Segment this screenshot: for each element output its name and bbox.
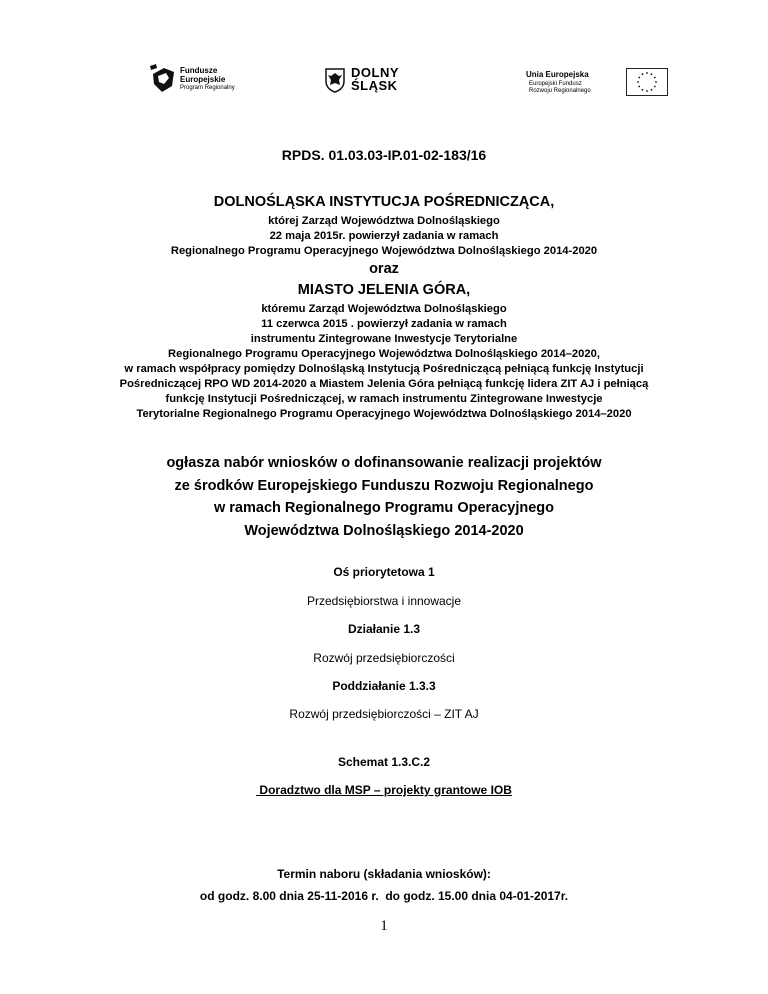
logo-fundusze-europejskie (150, 64, 270, 94)
city-line: instrumentu Zintegrowane Inwestycje Terytorialne (250, 333, 518, 345)
announcement-line: w ramach Regionalnego Programu Operacyjnego (213, 500, 555, 516)
announcement-line: Województwa Dolnośląskiego 2014-2020 (244, 522, 524, 539)
scheme-name-wrapper (0, 783, 768, 797)
ds-line2: ŚLĄSK (351, 78, 398, 93)
logo-dolny-slask (324, 65, 444, 95)
fe-line2: Europejskie (180, 75, 226, 84)
ue-line1: Unia Europejska (526, 70, 589, 79)
reference-number: RPDS. 01.03.03-IP.01-02-183/16 (281, 147, 487, 163)
city-line: któremu Zarząd Województwa Dolnośląskiego (261, 303, 507, 315)
announcement-line: ogłasza nabór wniosków o dofinansowanie realizacji projektów (166, 455, 602, 471)
institution-line: 22 maja 2015r. powierzył zadania w ramach (269, 230, 499, 242)
measure-label: Działanie 1.3 (347, 622, 421, 636)
institution-line: której Zarząd Województwa Dolnośląskiego (268, 215, 500, 227)
measure-name: Rozwój przedsiębiorczości (313, 651, 455, 665)
fe-line1: Fundusze (180, 66, 218, 75)
oraz-label: oraz (369, 261, 399, 277)
submeasure-label: Poddziałanie 1.3.3 (332, 679, 436, 693)
city-line: Terytorialne Regionalnego Programu Operacyjnego Województwa Dolnośląskiego 2014–2020 (136, 408, 632, 420)
deadline-value: od godz. 8.00 dnia 25-11-2016 r. do godz. 15.00 dnia 04-01-2017r. (199, 889, 569, 903)
city-line: w ramach współpracy pomiędzy Dolnośląską Instytucją Pośredniczącą pełniącą funkcję Instytucji (124, 363, 644, 375)
scheme-name: Doradztwo dla MSP – projekty grantowe IOB (256, 783, 512, 797)
fe-line3: Program Regionalny (180, 85, 235, 91)
scheme-label: Schemat 1.3.C.2 (337, 755, 431, 769)
city-line: funkcję Instytucji Pośredniczącej, w ramach instrumentu Zintegrowane Inwestycje (165, 393, 603, 405)
submeasure-name: Rozwój przedsiębiorczości – ZIT AJ (289, 707, 479, 721)
eu-flag-icon (626, 68, 668, 96)
city-line: 11 czerwca 2015 . powierzył zadania w ramach (261, 318, 507, 330)
city-line: Pośredniczącej RPO WD 2014-2020 a Miastem Jelenia Góra pełniącą funkcję lidera ZIT AJ i pełniącą (119, 378, 649, 390)
announcement (0, 452, 768, 542)
institution-heading: DOLNOŚLĄSKA INSTYTUCJA POŚREDNICZĄCA, (213, 194, 555, 210)
city-description (0, 302, 768, 422)
city-heading: MIASTO JELENIA GÓRA, (297, 282, 471, 298)
fe-emblem-icon (150, 64, 176, 94)
ds-line1: DOLNY (351, 65, 399, 80)
deadline-label: Termin naboru (składania wniosków): (277, 867, 491, 881)
announcement-line: ze środków Europejskiego Funduszu Rozwoju Regionalnego (174, 477, 594, 494)
institution-description (0, 214, 768, 259)
city-line: Regionalnego Programu Operacyjnego Województwa Dolnośląskiego 2014–2020, (168, 348, 600, 360)
eagle-crest-icon (324, 67, 346, 93)
institution-line: Regionalnego Programu Operacyjnego Województwa Dolnośląskiego 2014-2020 (170, 245, 598, 257)
priority-axis-label: Oś priorytetowa 1 (333, 565, 435, 579)
ue-line3: Rozwoju Regionalnego (529, 88, 591, 94)
page-number: 1 (380, 918, 388, 934)
ue-line2: Europejski Fundusz (529, 81, 582, 87)
logo-unia-europejska (526, 68, 668, 96)
priority-axis-name: Przedsiębiorstwa i innowacje (306, 594, 462, 608)
